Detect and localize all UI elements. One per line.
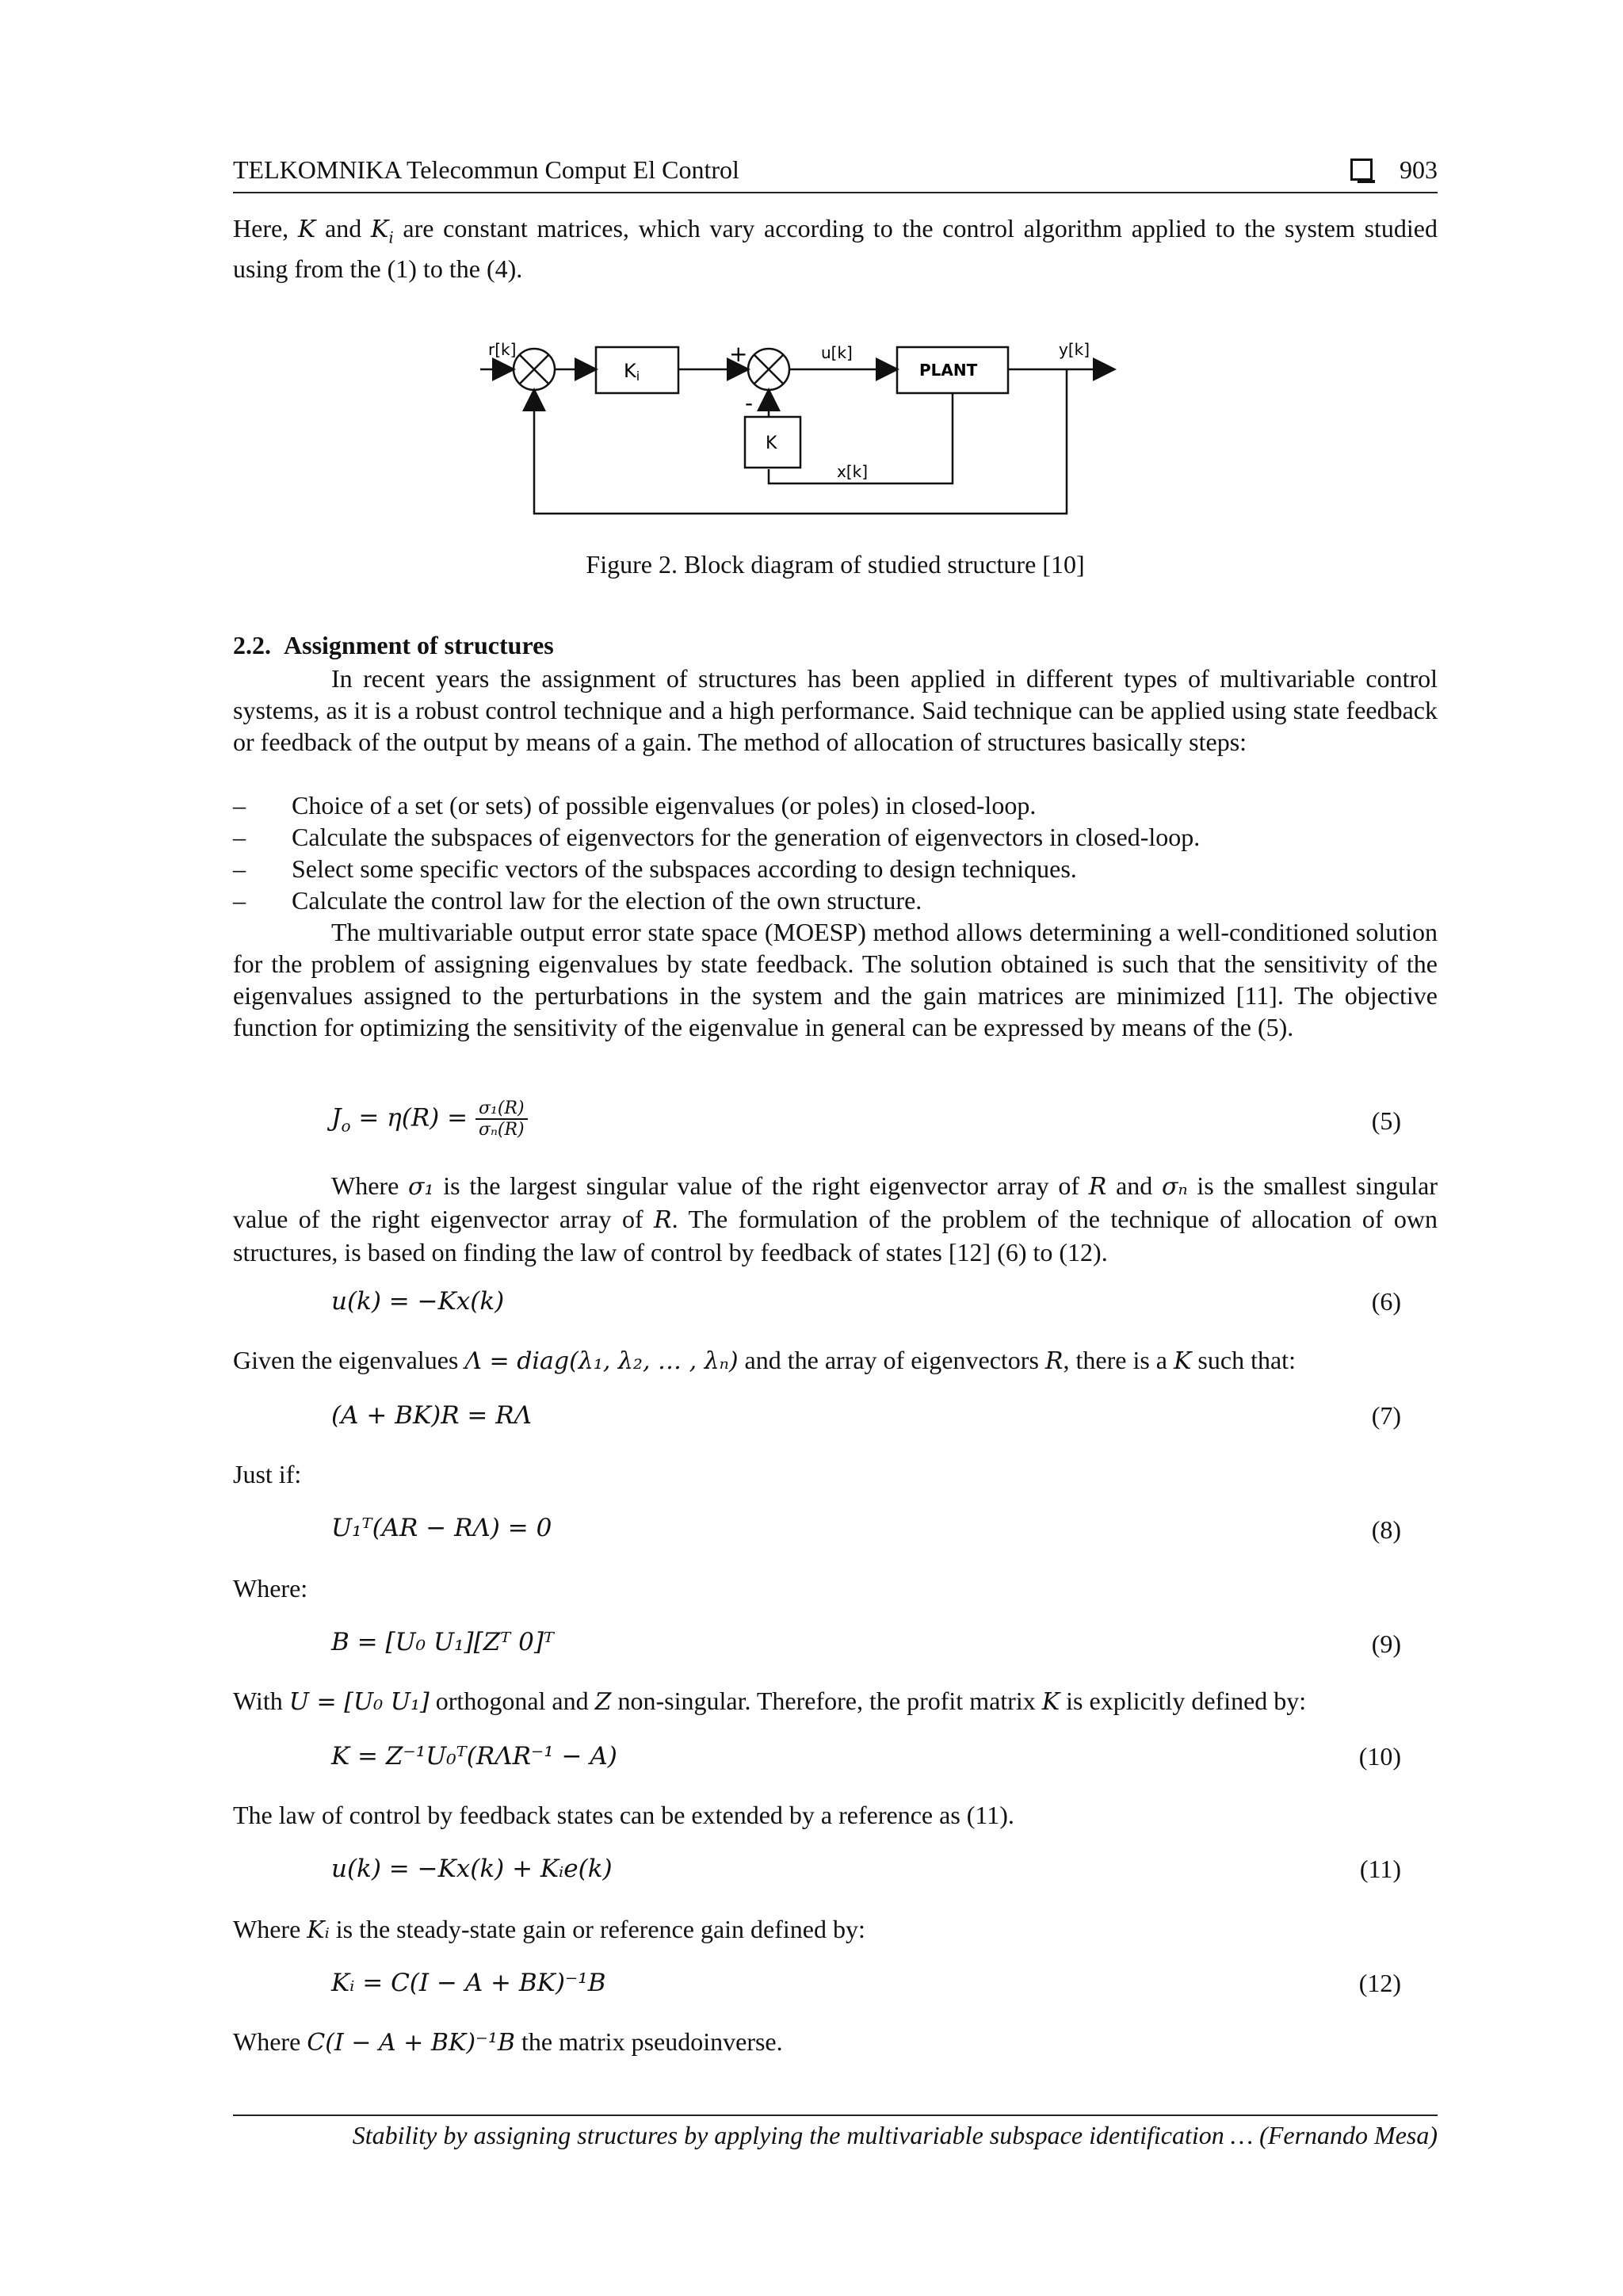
- block-diagram-svg: [479, 333, 1192, 523]
- equation-number-12: (12): [1358, 1969, 1401, 1997]
- equation-11: u(k) = −Kx(k) + Kᵢe(k): [331, 1855, 613, 1883]
- block-diagram: [479, 333, 1192, 527]
- summing-junction-2: [748, 349, 789, 390]
- paragraph-orthogonal: With U = [U₀ U₁] orthogonal and Z non-singular. Therefore, the profit matrix K is explicitly defined by:: [233, 1687, 1307, 1716]
- equation-5: $J_o = \eta(R)$ = $\frac{\text{σ₁(R)}}{\text{σₙ(R)}}$: [331, 1098, 528, 1140]
- just-if-text: Just if:: [233, 1460, 302, 1488]
- figure-caption: Figure 2. Block diagram of studied structure [10]: [586, 550, 1085, 579]
- plant-block-label: PLANT: [919, 361, 978, 380]
- equation-number-7: (7): [1371, 1401, 1401, 1430]
- k-block-label: K: [766, 434, 777, 453]
- equation-6: u(k) = −Kx(k): [331, 1287, 505, 1316]
- running-header: [233, 155, 1438, 193]
- intro-paragraph: Here, K and $K_i$ are constant matrices, which vary according to the control algorithm applied to the system studied using from the (1) to the (4).: [233, 214, 1438, 284]
- equation-number-5: (5): [1371, 1106, 1401, 1135]
- equation-number-9: (9): [1371, 1629, 1401, 1658]
- minus-sign: -: [745, 390, 754, 416]
- x-label: x[k]: [837, 462, 869, 481]
- equation-10: K = Z⁻¹U₀ᵀ(RΛR⁻¹ − A): [331, 1742, 617, 1771]
- y-label: y[k]: [1059, 340, 1090, 359]
- running-footer: Stability by assigning structures by applying the multivariable subspace identification … (Fernando Mesa): [233, 2115, 1438, 2150]
- equation-12: Kᵢ = C(I − A + BK)⁻¹B: [331, 1969, 606, 1997]
- paragraph-eigenvalues: Given the eigenvalues Λ = diag(λ₁, λ₂, … , λₙ) and the array of eigenvectors R, there is a K such that:: [233, 1346, 1296, 1375]
- equation-8: U₁ᵀ(AR − RΛ) = 0: [331, 1514, 552, 1542]
- equation-9: B = [U₀ U₁][Zᵀ 0]ᵀ: [331, 1628, 554, 1656]
- paragraph-intro-structures: In recent years the assignment of structures has been applied in different types of multivariable control systems, as it is a robust control technique and a high performance. Said technique can be applied using state feedback or feedback of the output by means of a gain. The method of allocation of structures basically steps:: [233, 664, 1438, 756]
- plus-sign: +: [729, 341, 748, 367]
- ki-block-label: Ki: [624, 360, 640, 384]
- equation-7: (A + BK)R = RΛ: [331, 1401, 532, 1430]
- equation-number-10: (10): [1358, 1742, 1401, 1771]
- equation-number-8: (8): [1371, 1515, 1401, 1544]
- page: TELKOMNIKA Telecommun Comput El Control 903 Here, K and $K_i$ are constant matrices, which vary according to the control algorithm applied to the system studied using from the (1) to the (4). r[k] Ki + - u[k] PLANT y[k] K x[k] Figure 2. Block diagram of studied structure [10] 2.2. Assignment of structures In recent years the assignment of structures has been applied in different types of multivariable control systems, as it is a robust control technique and a high performance. Said technique can be applied using state feedback or feedback of the output by means of a gain. The method of allocation of structures basically steps: – Choice of a set (or sets) of possible eigenvalues (or poles) in closed-loop. – Calculate the subspaces of eigenvectors for the generation of eigenvectors in closed-loop. – Select some specific vectors of the subspaces according to design techniques. – Calculate the control law for the election of the own structure. The multivariable output error state space (MOESP) method allows determining a well-conditioned solution for the problem of assigning eigenvalues by state feedback. The solution obtained is such that the sensitivity of the eigenvalues assigned to the perturbations in the system and the gain matrices are minimized [11]. The objective function for optimizing the sensitivity of the eigenvalue in general can be expressed by means of the (5). $J_o = \eta(R)$ = $\frac{\text{σ₁(R)}}{\text{σₙ(R)}}$ (5) Where σ₁ is the largest singular value of the right eigenvector array of R and σₙ is the smallest singular value of the right eigenvector array of R. The formulation of the problem of the technique of allocation of own structures, is based on finding the law of control by feedback of states [12] (6) to (12). u(k) = −Kx(k) (6) Given the eigenvalues Λ = diag(λ₁, λ₂, … , λₙ) and the array of eigenvectors R, there is a K such that: (A + BK)R = RΛ (7) Just if: U₁ᵀ(AR − RΛ) = 0 (8) Where: B = [U₀ U₁][Zᵀ 0]ᵀ (9) With U = [U₀ U₁] orthogonal and Z non-singular. Therefore, the profit matrix K is explicitly defined by: K = Z⁻¹U₀ᵀ(RΛR⁻¹ − A) (10) The law of control by feedback states can be extended by a reference as (11). u(k) = −Kx(k) + Kᵢe(k) (11) Where Kᵢ is the steady-state gain or reference gain defined by: Kᵢ = C(I − A + BK)⁻¹B (12) Where C(I − A + BK)⁻¹B the matrix pseudoinverse. Stability by assigning structures by applying the multivariable subspace identification … (Fernando Mesa): [233, 155, 1438, 2149]
- paragraph-moesp: The multivariable output error state space (MOESP) method allows determining a well-conditioned solution for the problem of assigning eigenvalues by state feedback. The solution obtained is such that the sensitivity of the eigenvalues assigned to the perturbations in the system and the gain matrices are minimized [11]. The objective function for optimizing the sensitivity of the eigenvalue in general can be expressed by means of the (5).: [233, 918, 1438, 1041]
- u-label: u[k]: [821, 343, 853, 362]
- paragraph-sigma: Where σ₁ is the largest singular value of the right eigenvector array of R and σₙ is the smallest singular value of the right eigenvector array of R. The formulation of the problem of the technique of allocation of own structures, is based on finding the law of control by feedback of states [12] (6) to (12).: [233, 1171, 1438, 1266]
- paragraph-pseudoinverse: Where C(I − A + BK)⁻¹B the matrix pseudoinverse.: [233, 2027, 783, 2057]
- equation-number-11: (11): [1359, 1855, 1401, 1883]
- summing-junction-1: [514, 349, 555, 390]
- where-text: Where:: [233, 1574, 308, 1603]
- section-heading: 2.2. Assignment of structures: [233, 631, 554, 659]
- paragraph-steady-state-gain: Where Kᵢ is the steady-state gain or reference gain defined by:: [233, 1915, 865, 1944]
- paragraph-law-extension: The law of control by feedback states can be extended by a reference as (11).: [233, 1801, 1014, 1829]
- checkbox-square-icon: [1350, 159, 1373, 181]
- equation-number-6: (6): [1371, 1287, 1401, 1316]
- page-number: 903: [1400, 155, 1438, 184]
- journal-title: TELKOMNIKA Telecommun Comput El Control: [233, 155, 739, 184]
- input-label: r[k]: [488, 340, 517, 359]
